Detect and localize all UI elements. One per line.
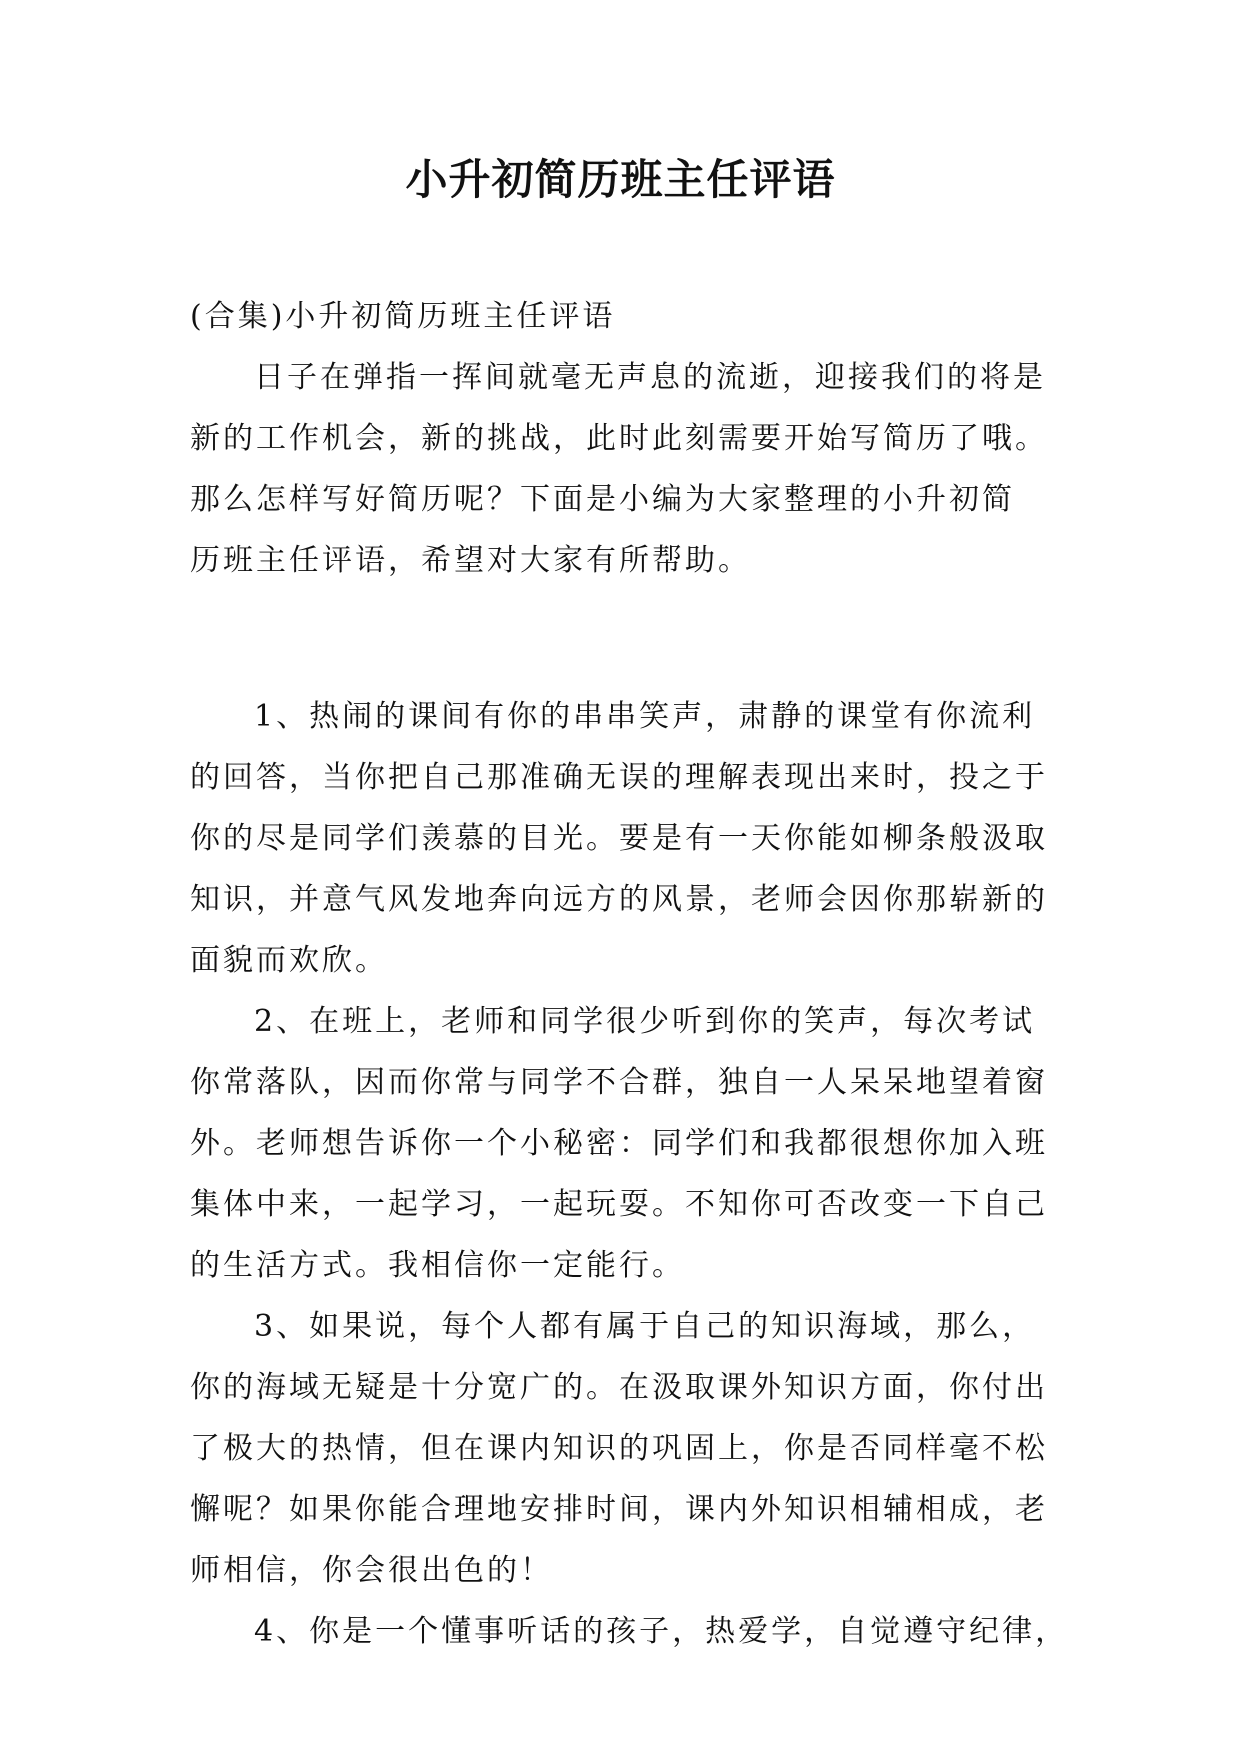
paragraph-line: 的生活方式。我相信你一定能行。 xyxy=(190,1248,685,1283)
paragraph-line: 3、如果说，每个人都有属于自己的知识海域，那么， xyxy=(254,1309,1036,1344)
paragraph-line: 的回答，当你把自己那准确无误的理解表现出来时，投之于 xyxy=(190,760,1048,795)
paragraph-gap xyxy=(190,591,1055,686)
paragraph-line: 新的工作机会，新的挑战，此时此刻需要开始写简历了哦。 xyxy=(190,421,1048,456)
paragraph-line: 你的尽是同学们羡慕的目光。要是有一天你能如柳条般汲取 xyxy=(190,821,1048,856)
document-title: 小升初简历班主任评语 xyxy=(405,155,836,204)
paragraph-line: 你常落队，因而你常与同学不合群，独自一人呆呆地望着窗 xyxy=(190,1065,1048,1100)
paragraph-line: 1、热闹的课间有你的串串笑声，肃静的课堂有你流利 xyxy=(254,699,1036,734)
paragraph-line: 外。老师想告诉你一个小秘密：同学们和我都很想你加入班 xyxy=(190,1126,1048,1161)
document-subtitle: (合集)小升初简历班主任评语 xyxy=(190,299,616,334)
comment-item-2 xyxy=(190,991,1055,1296)
intro-paragraph xyxy=(190,347,1055,591)
paragraph-line: 2、在班上，老师和同学很少听到你的笑声，每次考试 xyxy=(254,1004,1036,1039)
paragraph-line: 知识，并意气风发地奔向远方的风景，老师会因你那崭新的 xyxy=(190,882,1048,917)
comment-item-1 xyxy=(190,686,1055,991)
comment-item-3 xyxy=(190,1296,1055,1601)
comment-item-4 xyxy=(190,1601,1069,1662)
document-body xyxy=(190,286,1069,1662)
paragraph-line: 日子在弹指一挥间就毫无声息的流逝，迎接我们的将是 xyxy=(254,360,1046,395)
paragraph-line: 集体中来，一起学习，一起玩耍。不知你可否改变一下自己 xyxy=(190,1187,1048,1222)
paragraph-line: 4、你是一个懂事听话的孩子，热爱学，自觉遵守纪律， xyxy=(254,1614,1069,1649)
paragraph-line: 了极大的热情，但在课内知识的巩固上，你是否同样毫不松 xyxy=(190,1431,1048,1466)
paragraph-line: 历班主任评语，希望对大家有所帮助。 xyxy=(190,543,751,578)
paragraph-line: 面貌而欢欣。 xyxy=(190,943,388,978)
paragraph-line: 那么怎样写好简历呢？下面是小编为大家整理的小升初简 xyxy=(190,482,1015,517)
paragraph-line: 懈呢？如果你能合理地安排时间，课内外知识相辅相成，老 xyxy=(190,1492,1048,1527)
paragraph-line: 师相信，你会很出色的！ xyxy=(190,1553,553,1588)
paragraph-line: 你的海域无疑是十分宽广的。在汲取课外知识方面，你付出 xyxy=(190,1370,1048,1405)
